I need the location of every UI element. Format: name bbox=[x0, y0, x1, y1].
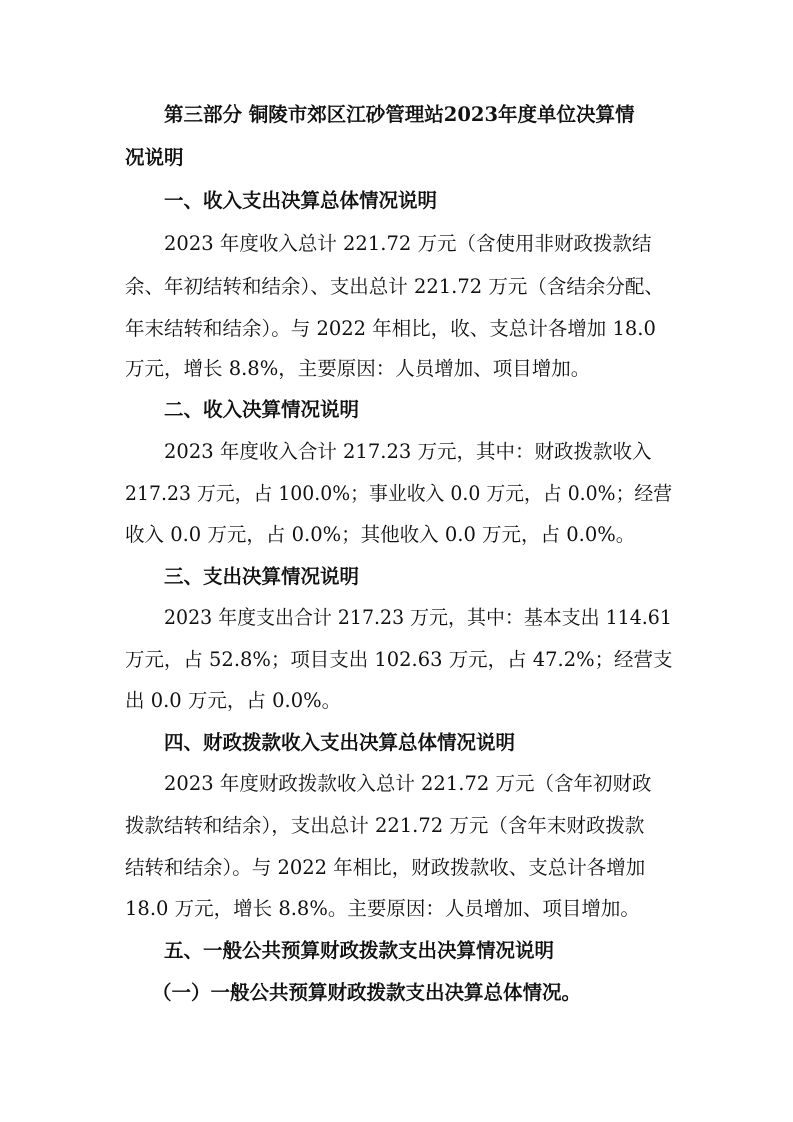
section4-line4: 18.0 万元，增长 8.8%。主要原因：人员增加、项目增加。 bbox=[125, 897, 640, 920]
section4-line1: 2023 年度财政拨款收入总计 221.72 万元（含年初财政 bbox=[164, 772, 652, 795]
section3-line2: 万元，占 52.8%；项目支出 102.63 万元，占 47.2%；经营支 bbox=[125, 648, 673, 671]
section1-line1: 2023 年度收入总计 221.72 万元（含使用非财政拨款结 bbox=[164, 232, 652, 255]
section2-line3: 收入 0.0 万元，占 0.0%；其他收入 0.0 万元，占 0.0%。 bbox=[125, 523, 636, 546]
section2-line1: 2023 年度收入合计 217.23 万元，其中：财政拨款收入 bbox=[164, 440, 652, 463]
section3-line3: 出 0.0 万元，占 0.0%。 bbox=[125, 689, 342, 712]
section5-heading: 五、一般公共预算财政拨款支出决算情况说明 bbox=[164, 939, 555, 962]
section3-heading: 三、支出决算情况说明 bbox=[164, 565, 360, 588]
section4-line3: 结转和结余）。与 2022 年相比，财政拨款收、支总计各增加 bbox=[125, 856, 646, 879]
section1-line4: 万元，增长 8.8%，主要原因：人员增加、项目增加。 bbox=[125, 357, 591, 380]
section2-line2: 217.23 万元，占 100.0%；事业收入 0.0 万元，占 0.0%；经营 bbox=[125, 482, 673, 505]
section1-line2: 余、年初结转和结余）、支出总计 221.72 万元（含结余分配、 bbox=[125, 275, 664, 298]
section1-line3: 年末结转和结余）。与 2022 年相比，收、支总计各增加 18.0 bbox=[125, 317, 656, 340]
section4-line2: 拨款结转和结余），支出总计 221.72 万元（含年末财政拨款 bbox=[125, 814, 645, 837]
page-title-continued: 况说明 bbox=[125, 146, 184, 169]
section1-heading: 一、收入支出决算总体情况说明 bbox=[164, 189, 438, 212]
section4-heading: 四、财政拨款收入支出决算总体情况说明 bbox=[164, 731, 516, 754]
section2-heading: 二、收入决算情况说明 bbox=[164, 398, 360, 421]
page-title: 第三部分 铜陵市郊区江砂管理站2023年度单位决算情 bbox=[164, 103, 635, 126]
section3-line1: 2023 年度支出合计 217.23 万元，其中：基本支出 114.61 bbox=[164, 606, 672, 629]
section5-subheading: （一）一般公共预算财政拨款支出决算总体情况。 bbox=[152, 981, 582, 1004]
